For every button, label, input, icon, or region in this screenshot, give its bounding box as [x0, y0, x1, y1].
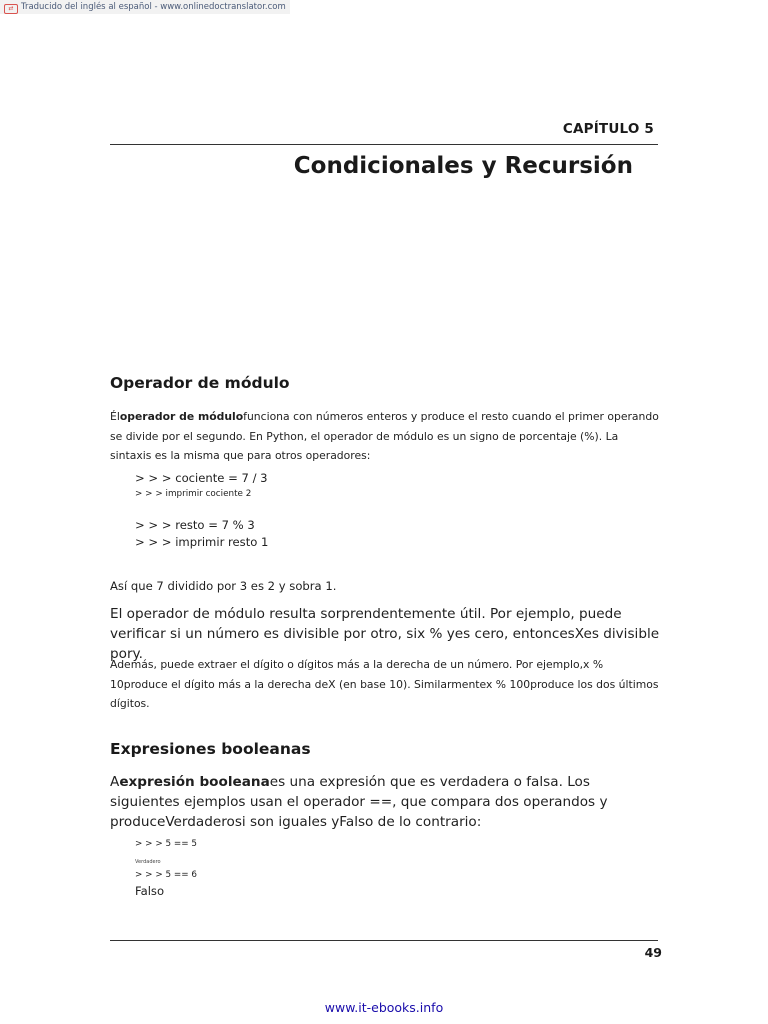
section-heading-booleanas: Expresiones booleanas: [110, 740, 311, 758]
chapter-rule: [110, 144, 658, 145]
code-line: > > > 5 == 6: [135, 870, 198, 880]
modulo-intro-rest: funciona con números enteros y produce el resto cuando el primer operando se divide por el segundo. En Python, el operador de módulo es un signo de porcentaje (%). La sintaxis es la misma que para otros operadores:: [110, 410, 659, 462]
code-line: > > > imprimir cociente 2: [135, 489, 252, 499]
code-output: Falso: [135, 884, 165, 898]
booleanas-intro-term: expresión booleana: [119, 774, 270, 790]
page-number: 49: [644, 945, 662, 960]
modulo-intro-term: operador de módulo: [119, 410, 244, 423]
translator-banner-text[interactable]: Traducido del inglés al español - www.onlinedoctranslator.com: [21, 2, 286, 12]
chapter-title: Condicionales y Recursión: [293, 153, 633, 179]
booleanas-intro-prefix: A: [110, 774, 120, 790]
code-line: > > > resto = 7 % 3: [135, 518, 255, 532]
pdf-translator-icon: ⇄: [4, 4, 18, 14]
modulo-result-paragraph: Así que 7 dividido por 3 es 2 y sobra 1.: [110, 579, 337, 593]
booleanas-intro-rest: es una expresión que es verdadera o falsa. Los siguientes ejemplos usan el operador ==, que compara dos operandos y produceVerdaderosi son iguales yFalso de lo contrario:: [110, 774, 608, 830]
footer-link[interactable]: www.it-ebooks.info: [324, 1000, 444, 1015]
code-output: Verdadero: [135, 859, 161, 865]
modulo-intro-prefix: Él: [110, 410, 120, 423]
translator-banner[interactable]: [0, 0, 290, 14]
chapter-label: CAPÍTULO 5: [562, 121, 654, 137]
section-heading-modulo: Operador de módulo: [110, 374, 290, 392]
modulo-digits-paragraph: Además, puede extraer el dígito o dígitos más a la derecha de un número. Por ejemplo,x % 10produce el dígito más a la derecha deX (en base 10). Similarmentex % 100produce los dos últimos dígitos.: [110, 658, 659, 710]
booleanas-intro-paragraph: [110, 772, 660, 832]
code-line: > > > imprimir resto 1: [135, 535, 269, 549]
modulo-intro-paragraph: [110, 407, 660, 466]
code-line: > > > 5 == 5: [135, 839, 198, 849]
code-line: > > > cociente = 7 / 3: [135, 471, 268, 485]
footer-rule: [110, 940, 658, 941]
modulo-usefulness-paragraph: El operador de módulo resulta sorprendentemente útil. Por ejemplo, puede verificar si un número es divisible por otro, six % yes cero, entoncesXes divisible pory.: [110, 606, 660, 662]
